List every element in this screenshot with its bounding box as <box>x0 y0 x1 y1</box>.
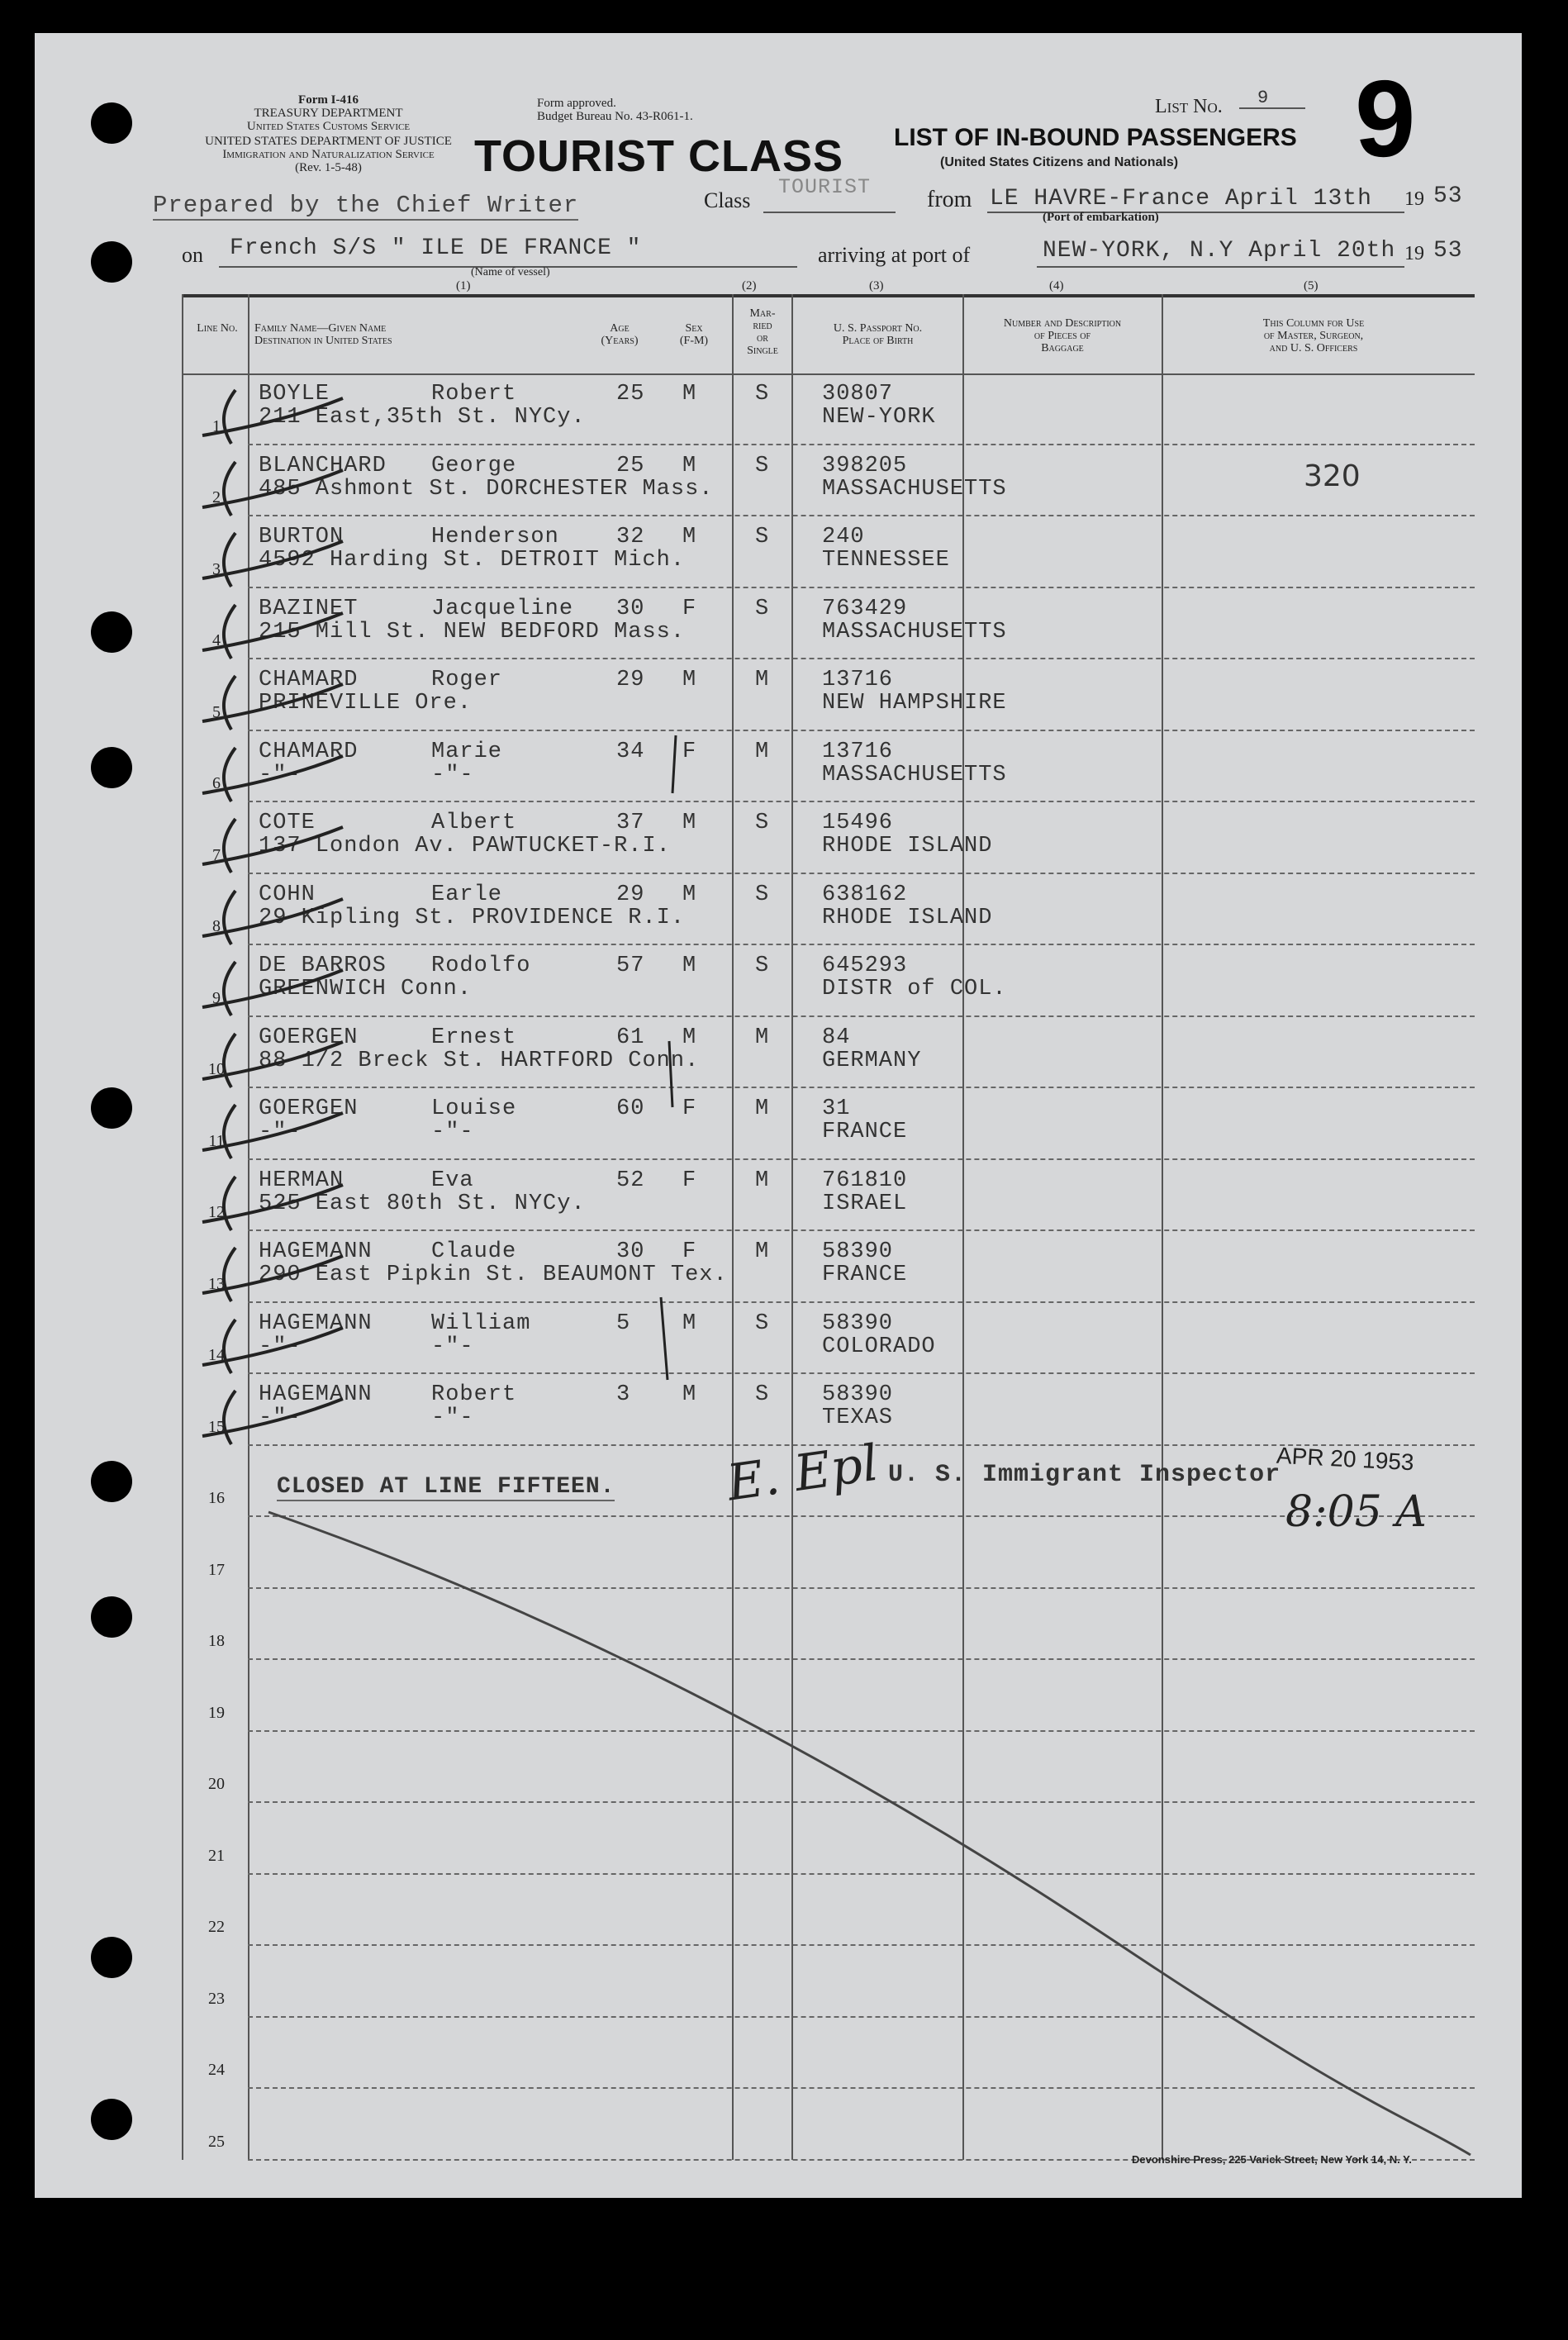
passenger-family-name: BURTON <box>259 525 344 549</box>
line-number: 21 <box>208 1846 225 1865</box>
line-number: 23 <box>208 1989 225 2008</box>
table-top-border <box>182 294 1475 297</box>
col-header-age: Age (Years) <box>601 322 639 347</box>
line-number: 18 <box>208 1632 225 1650</box>
place-of-birth: DISTR of COL. <box>822 977 1007 1001</box>
passenger-destination: PRINEVILLE Ore. <box>259 691 473 716</box>
check-mark-icon <box>186 1168 351 1234</box>
passenger-age: 57 <box>616 954 645 978</box>
passenger-ditto: -"- <box>431 1405 474 1430</box>
passenger-destination: GREENWICH Conn. <box>259 977 473 1001</box>
passenger-age: 61 <box>616 1025 645 1050</box>
prepared-by: Prepared by the Chief Writer <box>153 192 579 219</box>
column-number: (3) <box>869 279 884 292</box>
passenger-family-name: GOERGEN <box>259 1025 359 1050</box>
passenger-sex: M <box>682 668 697 692</box>
printer-imprint: Devonshire Press, 225 Varick Street, New York 14, N. Y. <box>1132 2153 1412 2166</box>
list-no-big: 9 <box>1355 58 1416 179</box>
col-header-married: Mar- ried or Single <box>747 307 778 357</box>
check-mark-icon <box>186 454 351 520</box>
list-no-value <box>1239 107 1305 109</box>
class-value: TOURIST <box>778 175 872 199</box>
place-of-birth: NEW-YORK <box>822 405 936 430</box>
passenger-family-name: GOERGEN <box>259 1096 359 1121</box>
check-mark-icon <box>186 668 351 734</box>
place-of-birth: TENNESSEE <box>822 548 950 573</box>
check-mark-icon <box>186 1025 351 1092</box>
vessel-label: (Name of vessel) <box>471 266 550 278</box>
check-mark-icon <box>186 525 351 591</box>
from-year: 53 <box>1433 183 1463 209</box>
table-row <box>0 731 1568 802</box>
passenger-sex: F <box>682 596 697 621</box>
binder-hole <box>91 102 132 144</box>
line-number: 2 <box>212 488 221 507</box>
table-row <box>0 1088 1568 1159</box>
passport-number: 645293 <box>822 954 908 978</box>
passport-number: 58390 <box>822 1382 894 1407</box>
passenger-marital-status: S <box>755 1382 770 1407</box>
passenger-age: 29 <box>616 882 645 907</box>
place-of-birth: TEXAS <box>822 1405 894 1430</box>
port-embark-label: (Port of embarkation) <box>1043 211 1159 224</box>
passenger-destination: 211 East,35th St. NYCy. <box>259 405 586 430</box>
closed-at-line: CLOSED AT LINE FIFTEEN. <box>277 1474 615 1500</box>
passenger-family-name: DE BARROS <box>259 954 387 978</box>
line-number: 12 <box>208 1203 225 1221</box>
list-title: LIST OF IN-BOUND PASSENGERS <box>894 124 1297 151</box>
place-of-birth: RHODE ISLAND <box>822 905 993 930</box>
table-row <box>0 588 1568 659</box>
passenger-marital-status: S <box>755 453 770 478</box>
inspector-title: U. S. Immigrant Inspector <box>888 1461 1281 1489</box>
passenger-given-name: George <box>431 453 517 478</box>
passenger-sex: M <box>682 954 697 978</box>
passenger-sex: M <box>682 525 697 549</box>
passenger-destination: 88 1/2 Breck St. HARTFORD Conn. <box>259 1048 700 1073</box>
passenger-age: 3 <box>616 1382 631 1407</box>
table-row <box>0 1374 1568 1445</box>
passenger-ditto: -"- <box>431 762 474 787</box>
arrival-value: NEW-YORK, N.Y April 20th <box>1043 238 1396 264</box>
binder-hole <box>91 241 132 283</box>
check-mark-icon <box>186 1311 351 1377</box>
passenger-destination: -"- <box>259 1334 302 1359</box>
passenger-given-name: Jacqueline <box>431 596 574 621</box>
passenger-sex: F <box>682 1168 697 1193</box>
inspector-signature: E. Epl <box>724 1434 882 1513</box>
col-header-line-no: Line No. <box>197 322 238 335</box>
line-number: 6 <box>212 774 221 792</box>
passenger-family-name: HERMAN <box>259 1168 344 1193</box>
place-of-birth: COLORADO <box>822 1334 936 1359</box>
passenger-destination: -"- <box>259 1405 302 1430</box>
passenger-family-name: COTE <box>259 811 316 835</box>
passport-number: 240 <box>822 525 865 549</box>
table-row <box>0 1160 1568 1231</box>
check-mark-icon <box>186 882 351 949</box>
passenger-given-name: Rodolfo <box>431 954 531 978</box>
passport-number: 58390 <box>822 1239 894 1264</box>
header-agencies: Form I-416 TREASURY DEPARTMENT United States Customs Service UNITED STATES DEPARTMENT OF JUSTICE Immigration and Naturalization Service (Rev. 1-5-48) <box>205 93 452 174</box>
passenger-age: 25 <box>616 382 645 407</box>
passport-number: 398205 <box>822 453 908 478</box>
passenger-given-name: Henderson <box>431 525 559 549</box>
passenger-marital-status: M <box>755 1168 770 1193</box>
stamp-time: 8:05 A <box>1285 1487 1427 1537</box>
passenger-sex: M <box>682 1382 697 1407</box>
line-number: 7 <box>212 845 221 864</box>
list-no-small: 9 <box>1257 88 1270 108</box>
passenger-age: 5 <box>616 1310 631 1336</box>
passenger-marital-status: S <box>755 811 770 835</box>
line-number: 15 <box>208 1417 225 1436</box>
passenger-age: 25 <box>616 453 645 478</box>
passenger-family-name: HAGEMANN <box>259 1382 373 1407</box>
place-of-birth: MASSACHUSETTS <box>822 476 1007 502</box>
check-mark-icon <box>186 382 351 448</box>
passenger-marital-status: S <box>755 382 770 407</box>
table-row <box>0 1946 1568 2017</box>
col-header-baggage: Number and Description of Pieces of Baggage <box>1003 317 1122 354</box>
passenger-destination: 137 London Av. PAWTUCKET-R.I. <box>259 834 671 858</box>
check-mark-icon <box>186 1096 351 1163</box>
passenger-destination: -"- <box>259 762 302 787</box>
place-of-birth: RHODE ISLAND <box>822 834 993 858</box>
class-label: Class <box>704 188 751 212</box>
passenger-sex: F <box>682 739 697 764</box>
passenger-marital-status: S <box>755 525 770 549</box>
passenger-given-name: Roger <box>431 668 503 692</box>
passport-number: 763429 <box>822 596 908 621</box>
passport-number: 58390 <box>822 1310 894 1336</box>
from-year-prefix: 19 <box>1404 188 1424 210</box>
table-row <box>0 1303 1568 1374</box>
passenger-family-name: BOYLE <box>259 382 330 407</box>
passport-number: 638162 <box>822 882 908 907</box>
passenger-destination: 485 Ashmont St. DORCHESTER Mass. <box>259 476 714 502</box>
column-number: (5) <box>1304 279 1319 292</box>
passenger-given-name: Robert <box>431 382 517 407</box>
passenger-age: 37 <box>616 811 645 835</box>
passport-number: 13716 <box>822 739 894 764</box>
passenger-age: 30 <box>616 596 645 621</box>
table-row <box>0 2018 1568 2089</box>
place-of-birth: FRANCE <box>822 1263 908 1287</box>
passenger-given-name: Earle <box>431 882 503 907</box>
table-row <box>0 1660 1568 1731</box>
passenger-given-name: Marie <box>431 739 503 764</box>
passport-number: 30807 <box>822 382 894 407</box>
column-number: (1) <box>456 279 471 292</box>
passenger-destination: 4592 Harding St. DETROIT Mich. <box>259 548 686 573</box>
line-number: 4 <box>212 631 221 649</box>
passenger-destination: 215 Mill St. NEW BEDFORD Mass. <box>259 619 686 644</box>
line-number: 22 <box>208 1918 225 1936</box>
vessel-name: French S/S " ILE DE FRANCE " <box>230 235 642 261</box>
table-row <box>0 1732 1568 1803</box>
line-number: 8 <box>212 917 221 935</box>
stamp-date: APR 20 1953 <box>1276 1442 1415 1476</box>
place-of-birth: MASSACHUSETTS <box>822 762 1007 787</box>
passenger-marital-status: M <box>755 1025 770 1050</box>
passenger-family-name: CHAMARD <box>259 739 359 764</box>
passenger-destination: -"- <box>259 1120 302 1144</box>
pen-mark <box>644 727 710 1388</box>
place-of-birth: MASSACHUSETTS <box>822 619 1007 644</box>
table-row <box>0 874 1568 945</box>
table-row <box>0 1589 1568 1660</box>
passenger-destination: 290 East Pipkin St. BEAUMONT Tex. <box>259 1263 728 1287</box>
on-label: on <box>182 243 203 267</box>
check-mark-icon <box>186 954 351 1020</box>
passenger-age: 34 <box>616 739 645 764</box>
check-mark-icon <box>186 811 351 877</box>
passenger-sex: M <box>682 1310 697 1336</box>
passenger-given-name: Louise <box>431 1096 517 1121</box>
passenger-marital-status: S <box>755 954 770 978</box>
passenger-marital-status: S <box>755 1310 770 1336</box>
line-number: 13 <box>208 1274 225 1293</box>
col-header-name: Family Name—Given Name Destination in United States <box>254 322 392 347</box>
table-row <box>0 802 1568 873</box>
passenger-family-name: BLANCHARD <box>259 453 387 478</box>
arrival-year-prefix: 19 <box>1404 243 1424 264</box>
from-label: from <box>927 187 972 212</box>
annotation-320: 320 <box>1304 459 1361 493</box>
passenger-family-name: COHN <box>259 882 316 907</box>
line-number: 11 <box>208 1131 225 1150</box>
class-field <box>763 212 896 213</box>
list-subtitle: (United States Citizens and Nationals) <box>940 155 1179 169</box>
passenger-marital-status: S <box>755 882 770 907</box>
passenger-sex: M <box>682 1025 697 1050</box>
passenger-age: 32 <box>616 525 645 549</box>
passenger-family-name: BAZINET <box>259 596 359 621</box>
list-no-label: List No. <box>1155 96 1223 117</box>
passenger-age: 52 <box>616 1168 645 1193</box>
passenger-sex: M <box>682 882 697 907</box>
passenger-given-name: Albert <box>431 811 517 835</box>
passenger-marital-status: M <box>755 1096 770 1121</box>
line-number: 16 <box>208 1489 225 1507</box>
passenger-age: 29 <box>616 668 645 692</box>
passenger-ditto: -"- <box>431 1334 474 1359</box>
table-row <box>0 1875 1568 1946</box>
passenger-marital-status: M <box>755 668 770 692</box>
passenger-marital-status: M <box>755 739 770 764</box>
check-mark-icon <box>186 1382 351 1448</box>
passenger-family-name: HAGEMANN <box>259 1310 373 1336</box>
passenger-age: 60 <box>616 1096 645 1121</box>
line-number: 14 <box>208 1346 225 1364</box>
table-row <box>0 2089 1568 2160</box>
table-row <box>0 1803 1568 1874</box>
passenger-sex: F <box>682 1096 697 1121</box>
passport-number: 13716 <box>822 668 894 692</box>
passenger-destination: 525 East 80th St. NYCy. <box>259 1191 586 1216</box>
from-value: LE HAVRE-France April 13th <box>990 186 1372 212</box>
line-number: 25 <box>208 2132 225 2151</box>
line-number: 9 <box>212 988 221 1007</box>
passenger-sex: F <box>682 1239 697 1264</box>
place-of-birth: FRANCE <box>822 1120 908 1144</box>
passport-number: 15496 <box>822 811 894 835</box>
place-of-birth: ISRAEL <box>822 1191 908 1216</box>
place-of-birth: GERMANY <box>822 1048 922 1073</box>
column-number: (2) <box>742 279 757 292</box>
line-number: 3 <box>212 559 221 578</box>
line-number: 17 <box>208 1560 225 1579</box>
col-header-passport: U. S. Passport No. Place of Birth <box>833 322 923 347</box>
passenger-marital-status: M <box>755 1239 770 1264</box>
tourist-class-stamp: TOURIST CLASS <box>474 131 844 181</box>
line-number: 19 <box>208 1703 225 1722</box>
line-number: 20 <box>208 1775 225 1793</box>
passport-number: 761810 <box>822 1168 908 1193</box>
passenger-ditto: -"- <box>431 1120 474 1144</box>
line-number: 10 <box>208 1060 225 1078</box>
place-of-birth: NEW HAMPSHIRE <box>822 691 1007 716</box>
arrival-year: 53 <box>1433 238 1463 264</box>
line-number: 5 <box>212 702 221 721</box>
table-row <box>0 945 1568 1016</box>
check-mark-icon <box>186 740 351 806</box>
passenger-sex: M <box>682 453 697 478</box>
table-row <box>0 1017 1568 1088</box>
check-mark-icon <box>186 1239 351 1306</box>
col-header-officers: This Column for Use of Master, Surgeon, and U. S. Officers <box>1262 317 1365 354</box>
passenger-destination: 29 Kipling St. PROVIDENCE R.I. <box>259 905 686 930</box>
passport-number: 84 <box>822 1025 851 1050</box>
table-row <box>0 1231 1568 1302</box>
passenger-sex: M <box>682 811 697 835</box>
table-row <box>0 516 1568 587</box>
passenger-family-name: CHAMARD <box>259 668 359 692</box>
arriving-label: arriving at port of <box>818 243 971 267</box>
passenger-family-name: HAGEMANN <box>259 1239 373 1264</box>
line-number: 1 <box>212 416 221 435</box>
passenger-given-name: Ernest <box>431 1025 517 1050</box>
passenger-given-name: Eva <box>431 1168 474 1193</box>
passport-number: 31 <box>822 1096 851 1121</box>
passenger-given-name: Claude <box>431 1239 517 1264</box>
passenger-given-name: William <box>431 1310 531 1336</box>
check-mark-icon <box>186 597 351 663</box>
passenger-age: 30 <box>616 1239 645 1264</box>
col-header-sex: Sex (F-M) <box>679 322 709 347</box>
header-approval: Form approved. Budget Bureau No. 43-R061-1. <box>537 97 693 123</box>
passenger-marital-status: S <box>755 596 770 621</box>
passenger-given-name: Robert <box>431 1382 517 1407</box>
line-number: 24 <box>208 2061 225 2079</box>
table-row <box>0 373 1568 445</box>
column-number: (4) <box>1049 279 1064 292</box>
arrival-field <box>1037 266 1404 268</box>
passenger-sex: M <box>682 382 697 407</box>
table-row <box>0 659 1568 730</box>
